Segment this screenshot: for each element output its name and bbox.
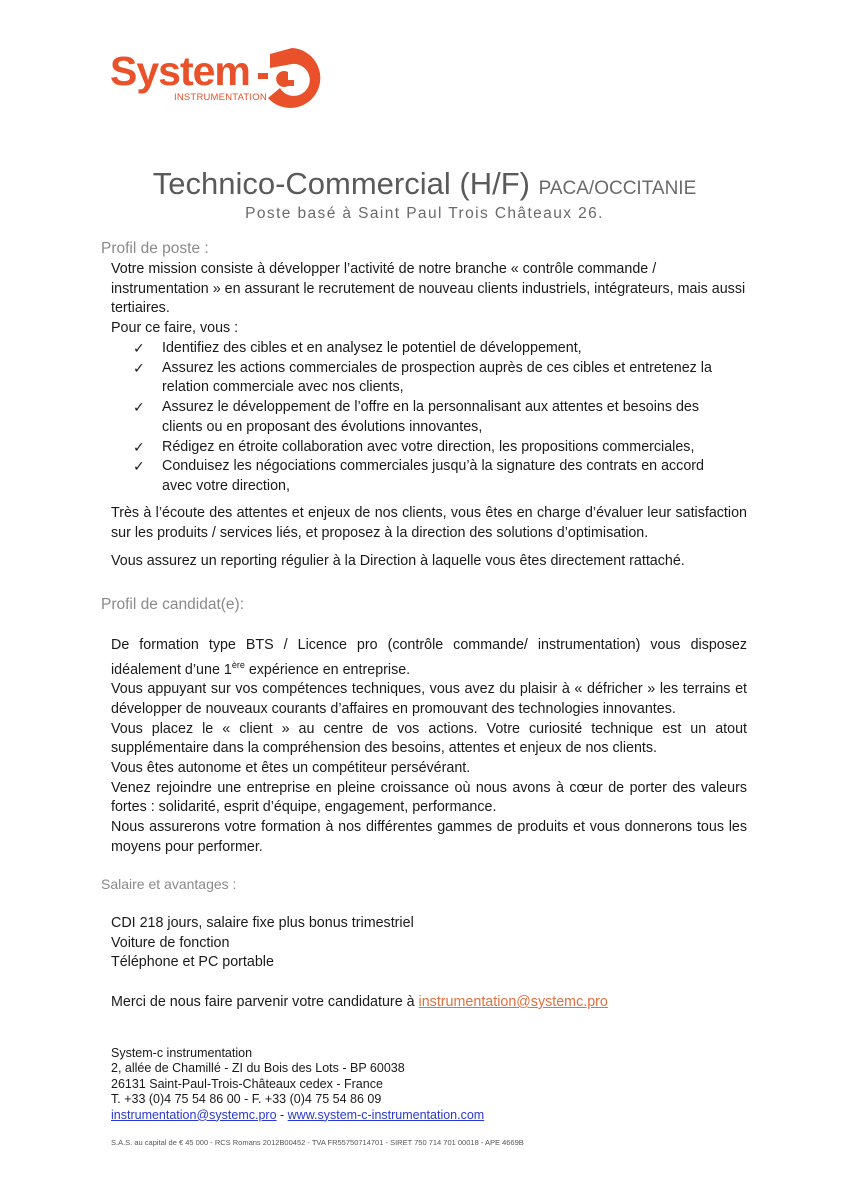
legal-notice: S.A.S. au capital de € 45 000 - RCS Romans 2012B00452 - TVA FR55750714701 - SIRET 750 714 701 00018 - APE 4669B <box>111 1138 524 1147</box>
logo-c-icon <box>258 46 322 110</box>
benefit-item: CDI 218 jours, salaire fixe plus bonus trimestriel <box>111 915 414 931</box>
formation-paragraph: De formation type BTS / Licence pro (contrôle commande/ instrumentation) vous disposez idéalement d’une 1ère expérience en entreprise. <box>111 637 747 678</box>
checkmark-icon: ✓ <box>133 458 145 475</box>
logo-subtitle: INSTRUMENTATION <box>174 92 267 103</box>
competences-paragraph: Vous appuyant sur vos compétences techniques, vous avez du plaisir à « défricher » les terrains et développer de nouveaux courants d’affaires en promouvant des technologies innovantes. <box>111 681 747 717</box>
ecoute-paragraph: Très à l’écoute des attentes et enjeux de nos clients, vous êtes en charge d’évaluer leur satisfaction sur les produits / services liés, et proposez à la direction des solutions d’optimisation. <box>111 505 747 541</box>
intro-text: Pour ce faire, vous : <box>111 320 239 336</box>
job-location: Poste basé à Saint Paul Trois Châteaux 26. <box>245 205 604 222</box>
job-region: PACA/OCCITANIE <box>538 178 697 199</box>
benefit-item: Voiture de fonction <box>111 934 230 951</box>
company-logo <box>108 46 318 110</box>
autonome-paragraph: Vous êtes autonome et êtes un compétiteur persévérant. <box>111 759 471 776</box>
reporting-paragraph: Vous assurez un reporting régulier à la Direction à laquelle vous êtes directement rattaché. <box>111 553 685 569</box>
client-paragraph: Vous placez le « client » au centre de vos actions. Votre curiosité technique est un atout supplémentaire dans la compréhension des besoins, attentes et enjeux de nos clients. <box>111 720 747 757</box>
footer-website-link[interactable]: www.system-c-instrumentation.com <box>287 1107 485 1122</box>
footer-links: instrumentation@systemc.pro - www.system-c-instrumentation.com <box>111 1107 485 1122</box>
responsibilities-list <box>133 339 733 497</box>
list-item: ✓ Conduisez les négociations commerciales jusqu’à la signature des contrats en accord avec votre direction, <box>133 458 704 494</box>
job-title: Technico-Commercial (H/F) <box>152 166 530 201</box>
formation-produits-paragraph: Nous assurerons votre formation à nos différentes gammes de produits et vous donnerons tous les moyens pour performer. <box>111 819 747 855</box>
checkmark-icon: ✓ <box>133 359 145 376</box>
candidature-line: Merci de nous faire parvenir votre candidature à instrumentation@systemc.pro <box>111 994 608 1010</box>
section-heading-profil-candidat: Profil de candidat(e): <box>101 596 245 613</box>
page-title <box>0 166 849 202</box>
footer-email-link[interactable]: instrumentation@systemc.pro <box>111 1107 277 1122</box>
checkmark-icon: ✓ <box>133 438 145 455</box>
list-item: ✓ Assurez le développement de l’offre en la personnalisant aux attentes et besoins des clients ou en proposant des évolutions innovantes, <box>133 399 700 435</box>
company-footer <box>111 1046 484 1123</box>
candidature-email-link[interactable]: instrumentation@systemc.pro <box>418 994 608 1010</box>
footer-address1: 2, allée de Chamillé - ZI du Bois des Lots - BP 60038 <box>111 1061 405 1076</box>
mission-paragraph: Votre mission consiste à développer l’activité de notre branche « contrôle commande / instrumentation » en assurant le recrutement de nouveau clients industriels, intégrateurs, mais aussi tertiaires. <box>111 261 746 317</box>
benefits-list <box>111 914 747 973</box>
list-item: ✓ Assurez les actions commerciales de prospection auprès de ces cibles et entretenez la relation commerciale avec nos clients, <box>133 359 712 396</box>
logo-wordmark: System <box>110 48 250 94</box>
footer-phone: T. +33 (0)4 75 54 86 00 - F. +33 (0)4 75 54 86 09 <box>111 1092 382 1107</box>
list-item: ✓ Identifiez des cibles et en analysez le potentiel de développement, <box>133 339 733 359</box>
section-heading-salaire: Salaire et avantages : <box>101 876 237 892</box>
benefit-item: Téléphone et PC portable <box>111 954 274 971</box>
checkmark-icon: ✓ <box>133 340 145 356</box>
footer-address2: 26131 Saint-Paul-Trois-Châteaux cedex - France <box>111 1076 383 1091</box>
candidate-profile <box>111 636 747 858</box>
rejoindre-paragraph: Venez rejoindre une entreprise en pleine croissance où nous avons à cœur de porter des valeurs fortes : solidarité, esprit d’équipe, engagement, performance. <box>111 779 747 816</box>
footer-company: System-c instrumentation <box>111 1046 253 1060</box>
checkmark-icon: ✓ <box>133 399 145 416</box>
list-item: ✓ Rédigez en étroite collaboration avec votre direction, les propositions commerciales, <box>133 438 733 458</box>
section-heading-profil-poste: Profil de poste : <box>101 240 209 257</box>
